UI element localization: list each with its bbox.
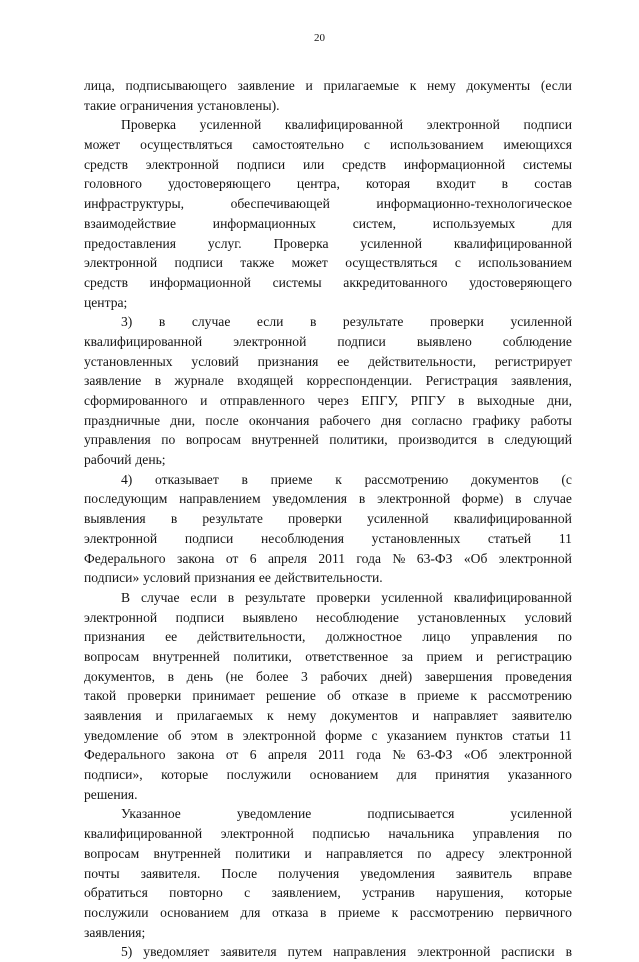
text-line: сформированного и отправленного через ЕПГУ, РПГУ в выходные дни, bbox=[84, 393, 572, 408]
text-line: такие ограничения установлены). bbox=[84, 97, 280, 113]
page-number: 20 bbox=[314, 32, 325, 44]
text-line: 3) в случае если в результате проверки усиленной bbox=[121, 314, 572, 330]
text-line: Указанное уведомление подписывается усиленной bbox=[121, 806, 572, 822]
text-line: вопросам внутренней политики и направляется по адресу электронной bbox=[84, 845, 572, 861]
text-line: электронной подписи также может осуществляться с использованием bbox=[84, 255, 572, 271]
text-line: такой проверки принимает решение об отказе в приеме к рассмотрению bbox=[84, 688, 572, 704]
text-line: заявления; bbox=[84, 924, 146, 940]
text-line: головного удостоверяющего центра, которая входит в состав bbox=[84, 176, 572, 192]
text-line: подписи» условий признания ее действительности. bbox=[84, 570, 383, 586]
text-line: вопросам внутренней политики, ответственное за прием и регистрацию bbox=[84, 648, 572, 664]
text-line: рабочий день; bbox=[84, 452, 166, 468]
text-line: решения. bbox=[84, 786, 138, 802]
text-line: подписи», которые послужили основанием для принятия указанного bbox=[84, 767, 572, 783]
text-line: управления по вопросам внутренней политики, производится в следующий bbox=[84, 432, 572, 448]
text-line: центра; bbox=[84, 294, 128, 310]
text-line: взаимодействие информационных систем, используемых для bbox=[84, 215, 572, 231]
text-line: установленных условий признания ее действительности, регистрирует bbox=[84, 353, 572, 369]
text-line: заявление в журнале входящей корреспонденции. Регистрация заявления, bbox=[84, 373, 572, 389]
text-line: электронной подписи выявлено несоблюдение установленных условий bbox=[84, 609, 572, 625]
text-line: последующим направлением уведомления в электронной форме) в случае bbox=[84, 491, 572, 507]
text-line: заявления и прилагаемых к нему документов и направляет заявителю bbox=[84, 708, 572, 723]
text-line: квалифицированной электронной подписи выявлено соблюдение bbox=[84, 333, 572, 349]
text-line: праздничные дни, после окончания рабочего дня согласно графику работы bbox=[84, 412, 572, 428]
text-line: Федерального закона от 6 апреля 2011 года № 63-ФЗ «Об электронной bbox=[84, 550, 572, 566]
text-line: документов, в день (не более 3 рабочих дней) завершения проведения bbox=[84, 668, 572, 684]
text-line: 4) отказывает в приеме к рассмотрению документов (с bbox=[121, 471, 572, 487]
text-line: 5) уведомляет заявителя путем направления электронной расписки в bbox=[121, 944, 572, 960]
text-line: послужили основанием для отказа в приеме к рассмотрению первичного bbox=[84, 904, 572, 920]
text-line: инфраструктуры, обеспечивающей информационно-технологическое bbox=[84, 196, 572, 212]
text-line: В случае если в результате проверки усиленной квалифицированной bbox=[121, 589, 572, 605]
text-line: может осуществляться самостоятельно с использованием имеющихся bbox=[84, 137, 572, 153]
text-line: почты заявителя. После получения уведомления заявитель вправе bbox=[84, 865, 572, 881]
text-line: средств электронной подписи или средств информационной системы bbox=[84, 156, 572, 172]
text-line: уведомление об этом в электронной форме с указанием пунктов статьи 11 bbox=[84, 727, 572, 743]
text-line: квалифицированной электронной подписью начальника управления по bbox=[84, 826, 572, 842]
text-line: Проверка усиленной квалифицированной электронной подписи bbox=[121, 117, 572, 133]
text-line: предоставления услуг. Проверка усиленной квалифицированной bbox=[84, 235, 572, 251]
text-line: обратиться повторно с заявлением, устранив нарушения, которые bbox=[84, 885, 572, 901]
document-body bbox=[84, 76, 572, 962]
text-line: выявления в результате проверки усиленной квалифицированной bbox=[84, 511, 572, 527]
text-line: Федерального закона от 6 апреля 2011 года № 63-ФЗ «Об электронной bbox=[84, 747, 572, 763]
text-line: признания ее действительности, должностное лицо управления по bbox=[84, 629, 572, 645]
text-line: средств информационной системы аккредитованного удостоверяющего bbox=[84, 274, 572, 290]
text-line: лица, подписывающего заявление и прилагаемые к нему документы (если bbox=[84, 78, 572, 93]
text-line: электронной подписи несоблюдения установленных статьей 11 bbox=[84, 530, 572, 546]
